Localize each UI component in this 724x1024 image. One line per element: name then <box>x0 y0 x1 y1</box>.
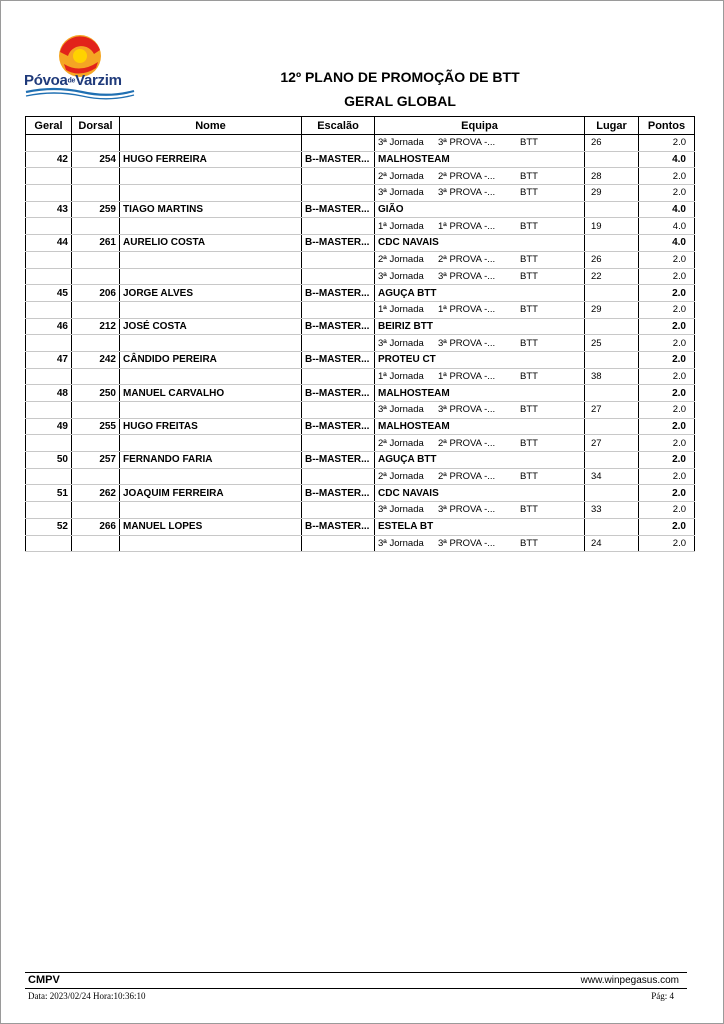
geral-cell <box>26 268 72 285</box>
escalao-cell <box>302 251 375 268</box>
table-subrow <box>26 251 695 268</box>
footer-divider-top <box>25 972 687 973</box>
pontos-cell: 4.0 <box>639 201 695 218</box>
dorsal-cell <box>72 435 120 452</box>
jornada-label: 2ª Jornada <box>378 170 424 182</box>
jornada-label: 1ª Jornada <box>378 220 424 232</box>
table-row <box>26 351 695 368</box>
lugar-cell: 29 <box>585 185 639 202</box>
prova-label: 2ª PROVA -... <box>438 170 496 182</box>
pontos-cell: 2.0 <box>639 418 695 435</box>
nome-cell <box>120 168 302 185</box>
footer-divider-bottom <box>25 988 687 989</box>
table-subrow <box>26 135 695 152</box>
pontos-cell: 2.0 <box>639 285 695 302</box>
dorsal-cell <box>72 535 120 552</box>
prova-label: 1ª PROVA -... <box>438 220 496 232</box>
escalao-cell <box>302 335 375 352</box>
tipo-label: BTT <box>520 187 538 199</box>
nome-cell <box>120 268 302 285</box>
dorsal-cell <box>72 502 120 519</box>
table-row <box>26 318 695 335</box>
prova-cell <box>375 301 585 318</box>
geral-cell <box>26 535 72 552</box>
table-row <box>26 485 695 502</box>
pontos-cell: 2.0 <box>639 368 695 385</box>
jornada-label: 3ª Jornada <box>378 404 424 416</box>
tipo-label: BTT <box>520 137 538 149</box>
lugar-cell: 27 <box>585 402 639 419</box>
col-dorsal-header: Dorsal <box>72 117 120 135</box>
nome-cell <box>120 135 302 152</box>
pontos-cell: 2.0 <box>639 168 695 185</box>
jornada-label: 2ª Jornada <box>378 437 424 449</box>
dorsal-cell: 206 <box>72 285 120 302</box>
tipo-label: BTT <box>520 170 538 182</box>
nome-cell <box>120 402 302 419</box>
nome-cell: MANUEL CARVALHO <box>120 385 302 402</box>
table-subrow <box>26 301 695 318</box>
povoa-de-varzim-logo <box>24 34 136 100</box>
equipa-cell: MALHOSTEAM <box>375 151 585 168</box>
geral-cell <box>26 335 72 352</box>
lugar-cell: 33 <box>585 502 639 519</box>
escalao-cell <box>302 435 375 452</box>
equipa-cell: CDC NAVAIS <box>375 235 585 252</box>
jornada-label: 3ª Jornada <box>378 504 424 516</box>
dorsal-cell: 259 <box>72 201 120 218</box>
tipo-label: BTT <box>520 404 538 416</box>
geral-cell: 47 <box>26 351 72 368</box>
pontos-cell: 2.0 <box>639 485 695 502</box>
dorsal-cell <box>72 251 120 268</box>
lugar-cell <box>585 452 639 469</box>
geral-cell <box>26 251 72 268</box>
pontos-cell: 2.0 <box>639 351 695 368</box>
table-subrow <box>26 468 695 485</box>
pontos-cell: 4.0 <box>639 151 695 168</box>
tipo-label: BTT <box>520 504 538 516</box>
report-subtitle: GERAL GLOBAL <box>344 93 456 109</box>
escalao-cell <box>302 168 375 185</box>
prova-cell <box>375 468 585 485</box>
jornada-label: 2ª Jornada <box>378 254 424 266</box>
col-equipa-header: Equipa <box>375 117 585 135</box>
table-row <box>26 418 695 435</box>
footer-date: Data: 2023/02/24 Hora:10:36:10 <box>28 991 146 1001</box>
escalao-cell <box>302 218 375 235</box>
nome-cell: JOAQUIM FERREIRA <box>120 485 302 502</box>
lugar-cell: 29 <box>585 301 639 318</box>
prova-label: 2ª PROVA -... <box>438 471 496 483</box>
geral-cell <box>26 435 72 452</box>
dorsal-cell <box>72 268 120 285</box>
table-subrow <box>26 535 695 552</box>
pontos-cell: 2.0 <box>639 318 695 335</box>
jornada-label: 3ª Jornada <box>378 187 424 199</box>
lugar-cell <box>585 351 639 368</box>
geral-cell <box>26 468 72 485</box>
pontos-cell: 2.0 <box>639 251 695 268</box>
pontos-cell: 4.0 <box>639 235 695 252</box>
escalao-cell <box>302 402 375 419</box>
table-subrow <box>26 402 695 419</box>
geral-cell <box>26 168 72 185</box>
lugar-cell: 38 <box>585 368 639 385</box>
prova-label: 2ª PROVA -... <box>438 437 496 449</box>
lugar-cell: 26 <box>585 251 639 268</box>
dorsal-cell: 266 <box>72 518 120 535</box>
lugar-cell <box>585 285 639 302</box>
pontos-cell: 2.0 <box>639 301 695 318</box>
nome-cell: CÂNDIDO PEREIRA <box>120 351 302 368</box>
nome-cell <box>120 335 302 352</box>
tipo-label: BTT <box>520 370 538 382</box>
pontos-cell: 2.0 <box>639 535 695 552</box>
dorsal-cell: 254 <box>72 151 120 168</box>
equipa-cell: BEIRIZ BTT <box>375 318 585 335</box>
nome-cell: TIAGO MARTINS <box>120 201 302 218</box>
table-subrow <box>26 185 695 202</box>
lugar-cell <box>585 201 639 218</box>
col-geral-header: Geral <box>26 117 72 135</box>
jornada-label: 1ª Jornada <box>378 370 424 382</box>
tipo-label: BTT <box>520 254 538 266</box>
footer-site: www.winpegasus.com <box>580 975 679 986</box>
lugar-cell <box>585 485 639 502</box>
dorsal-cell: 257 <box>72 452 120 469</box>
escalao-cell <box>302 368 375 385</box>
logo-text-end: Varzim <box>75 72 122 89</box>
prova-label: 3ª PROVA -... <box>438 537 496 549</box>
tipo-label: BTT <box>520 337 538 349</box>
table-row <box>26 518 695 535</box>
report-title: 12º PLANO DE PROMOÇÃO DE BTT <box>280 69 520 85</box>
geral-cell <box>26 135 72 152</box>
table-subrow <box>26 502 695 519</box>
escalao-cell: B--MASTER... <box>302 452 375 469</box>
prova-cell <box>375 402 585 419</box>
escalao-cell: B--MASTER... <box>302 385 375 402</box>
escalao-cell <box>302 185 375 202</box>
jornada-label: 2ª Jornada <box>378 471 424 483</box>
nome-cell <box>120 185 302 202</box>
equipa-cell: AGUÇA BTT <box>375 452 585 469</box>
dorsal-cell <box>72 335 120 352</box>
pontos-cell: 2.0 <box>639 518 695 535</box>
sun-logo-icon <box>24 34 136 100</box>
prova-cell <box>375 168 585 185</box>
pontos-cell: 2.0 <box>639 385 695 402</box>
tipo-label: BTT <box>520 304 538 316</box>
tipo-label: BTT <box>520 437 538 449</box>
jornada-label: 3ª Jornada <box>378 270 424 282</box>
nome-cell <box>120 218 302 235</box>
geral-cell: 43 <box>26 201 72 218</box>
nome-cell <box>120 468 302 485</box>
table-subrow <box>26 168 695 185</box>
jornada-label: 3ª Jornada <box>378 337 424 349</box>
table-subrow <box>26 218 695 235</box>
lugar-cell <box>585 518 639 535</box>
dorsal-cell <box>72 135 120 152</box>
nome-cell: MANUEL LOPES <box>120 518 302 535</box>
dorsal-cell <box>72 168 120 185</box>
prova-cell <box>375 268 585 285</box>
pontos-cell: 4.0 <box>639 218 695 235</box>
prova-label: 3ª PROVA -... <box>438 137 496 149</box>
table-row <box>26 151 695 168</box>
prova-cell <box>375 535 585 552</box>
table-subrow <box>26 368 695 385</box>
dorsal-cell <box>72 402 120 419</box>
nome-cell <box>120 251 302 268</box>
lugar-cell: 26 <box>585 135 639 152</box>
lugar-cell: 24 <box>585 535 639 552</box>
nome-cell: HUGO FERREIRA <box>120 151 302 168</box>
dorsal-cell <box>72 301 120 318</box>
lugar-cell <box>585 385 639 402</box>
equipa-cell: CDC NAVAIS <box>375 485 585 502</box>
nome-cell: JORGE ALVES <box>120 285 302 302</box>
escalao-cell: B--MASTER... <box>302 318 375 335</box>
lugar-cell: 28 <box>585 168 639 185</box>
dorsal-cell: 262 <box>72 485 120 502</box>
prova-label: 2ª PROVA -... <box>438 254 496 266</box>
geral-cell: 46 <box>26 318 72 335</box>
prova-label: 3ª PROVA -... <box>438 404 496 416</box>
equipa-cell: AGUÇA BTT <box>375 285 585 302</box>
table-row <box>26 452 695 469</box>
lugar-cell: 22 <box>585 268 639 285</box>
nome-cell <box>120 535 302 552</box>
pontos-cell: 2.0 <box>639 402 695 419</box>
jornada-label: 3ª Jornada <box>378 537 424 549</box>
tipo-label: BTT <box>520 220 538 232</box>
pontos-cell: 2.0 <box>639 335 695 352</box>
equipa-cell: ESTELA BT <box>375 518 585 535</box>
table-row <box>26 385 695 402</box>
table-row <box>26 285 695 302</box>
footer-org: CMPV <box>28 974 60 986</box>
results-body <box>26 135 695 552</box>
table-row <box>26 201 695 218</box>
dorsal-cell: 261 <box>72 235 120 252</box>
logo-text <box>24 72 122 89</box>
dorsal-cell <box>72 368 120 385</box>
tipo-label: BTT <box>520 537 538 549</box>
escalao-cell <box>302 301 375 318</box>
equipa-cell: GIÃO <box>375 201 585 218</box>
prova-label: 3ª PROVA -... <box>438 504 496 516</box>
escalao-cell: B--MASTER... <box>302 151 375 168</box>
prova-label: 1ª PROVA -... <box>438 304 496 316</box>
geral-cell: 50 <box>26 452 72 469</box>
tipo-label: BTT <box>520 270 538 282</box>
dorsal-cell <box>72 185 120 202</box>
geral-cell: 51 <box>26 485 72 502</box>
geral-cell <box>26 218 72 235</box>
dorsal-cell: 212 <box>72 318 120 335</box>
geral-cell <box>26 185 72 202</box>
tipo-label: BTT <box>520 471 538 483</box>
prova-label: 3ª PROVA -... <box>438 270 496 282</box>
pontos-cell: 2.0 <box>639 435 695 452</box>
nome-cell: AURELIO COSTA <box>120 235 302 252</box>
table-subrow <box>26 335 695 352</box>
nome-cell <box>120 435 302 452</box>
prova-cell <box>375 251 585 268</box>
pontos-cell: 2.0 <box>639 452 695 469</box>
prova-cell <box>375 335 585 352</box>
prova-cell <box>375 435 585 452</box>
prova-cell <box>375 218 585 235</box>
equipa-cell: MALHOSTEAM <box>375 418 585 435</box>
geral-cell: 52 <box>26 518 72 535</box>
escalao-cell: B--MASTER... <box>302 518 375 535</box>
escalao-cell: B--MASTER... <box>302 235 375 252</box>
pontos-cell: 2.0 <box>639 502 695 519</box>
lugar-cell: 27 <box>585 435 639 452</box>
escalao-cell: B--MASTER... <box>302 285 375 302</box>
nome-cell: FERNANDO FARIA <box>120 452 302 469</box>
nome-cell <box>120 368 302 385</box>
escalao-cell <box>302 468 375 485</box>
lugar-cell: 25 <box>585 335 639 352</box>
col-pontos-header: Pontos <box>639 117 695 135</box>
nome-cell: JOSÉ COSTA <box>120 318 302 335</box>
nome-cell: HUGO FREITAS <box>120 418 302 435</box>
geral-cell <box>26 402 72 419</box>
geral-cell <box>26 502 72 519</box>
escalao-cell <box>302 535 375 552</box>
escalao-cell: B--MASTER... <box>302 201 375 218</box>
pontos-cell: 2.0 <box>639 268 695 285</box>
col-escalao-header: Escalão <box>302 117 375 135</box>
dorsal-cell: 255 <box>72 418 120 435</box>
dorsal-cell <box>72 468 120 485</box>
jornada-label: 1ª Jornada <box>378 304 424 316</box>
escalao-cell: B--MASTER... <box>302 351 375 368</box>
prova-label: 3ª PROVA -... <box>438 337 496 349</box>
prova-cell <box>375 135 585 152</box>
lugar-cell <box>585 235 639 252</box>
col-lugar-header: Lugar <box>585 117 639 135</box>
logo-text-small: de <box>67 77 76 85</box>
lugar-cell: 34 <box>585 468 639 485</box>
geral-cell: 45 <box>26 285 72 302</box>
logo-text-main: Póvoa <box>24 72 68 89</box>
equipa-cell: PROTEU CT <box>375 351 585 368</box>
jornada-label: 3ª Jornada <box>378 137 424 149</box>
lugar-cell <box>585 151 639 168</box>
equipa-cell: MALHOSTEAM <box>375 385 585 402</box>
geral-cell <box>26 301 72 318</box>
footer-page-number: Pág: 4 <box>651 991 674 1001</box>
table-header-row <box>26 117 695 135</box>
lugar-cell <box>585 318 639 335</box>
geral-cell: 49 <box>26 418 72 435</box>
geral-cell: 44 <box>26 235 72 252</box>
prova-label: 3ª PROVA -... <box>438 187 496 199</box>
lugar-cell: 19 <box>585 218 639 235</box>
table-subrow <box>26 268 695 285</box>
escalao-cell <box>302 268 375 285</box>
nome-cell <box>120 502 302 519</box>
table-subrow <box>26 435 695 452</box>
prova-cell <box>375 185 585 202</box>
dorsal-cell <box>72 218 120 235</box>
nome-cell <box>120 301 302 318</box>
dorsal-cell: 242 <box>72 351 120 368</box>
prova-cell <box>375 502 585 519</box>
dorsal-cell: 250 <box>72 385 120 402</box>
table-row <box>26 235 695 252</box>
geral-cell: 42 <box>26 151 72 168</box>
prova-label: 1ª PROVA -... <box>438 370 496 382</box>
pontos-cell: 2.0 <box>639 135 695 152</box>
col-nome-header: Nome <box>120 117 302 135</box>
prova-cell <box>375 368 585 385</box>
escalao-cell <box>302 502 375 519</box>
pontos-cell: 2.0 <box>639 468 695 485</box>
lugar-cell <box>585 418 639 435</box>
geral-cell: 48 <box>26 385 72 402</box>
results-table <box>25 116 695 552</box>
escalao-cell <box>302 135 375 152</box>
pontos-cell: 2.0 <box>639 185 695 202</box>
escalao-cell: B--MASTER... <box>302 485 375 502</box>
escalao-cell: B--MASTER... <box>302 418 375 435</box>
geral-cell <box>26 368 72 385</box>
